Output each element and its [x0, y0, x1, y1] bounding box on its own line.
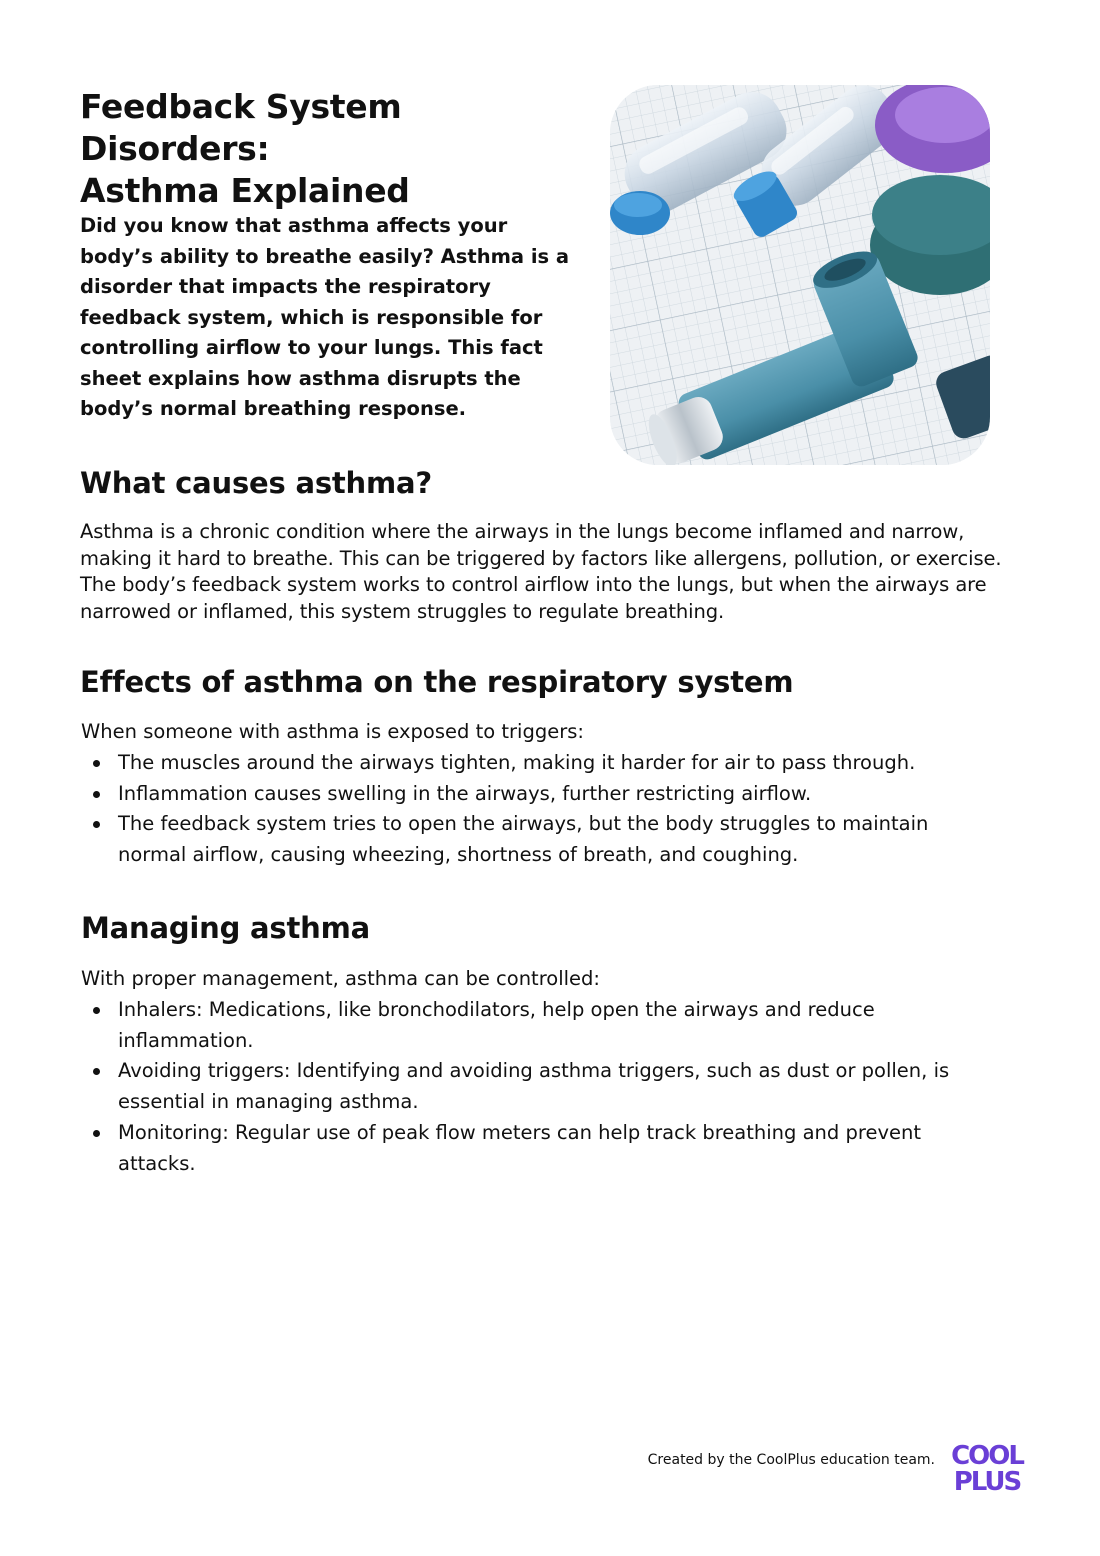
list-item: Avoiding triggers: Identifying and avoiding asthma triggers, such as dust or pollen, is essential in managing asthma.	[81, 1056, 1001, 1117]
list-item: Inhalers: Medications, like bronchodilators, help open the airways and reduce inflammation.	[81, 995, 1001, 1056]
managing-list	[81, 995, 1001, 1179]
credit-text: Created by the CoolPlus education team.	[647, 1452, 935, 1468]
intro-paragraph: Did you know that asthma affects your body’s ability to breathe easily? Asthma is a disorder that impacts the respiratory feedback system, which is responsible for controlling airflow to your lungs. This fact sheet explains how asthma disrupts the body’s normal breathing response.	[80, 214, 570, 420]
title-line-1: Feedback System Disorders:	[80, 87, 402, 168]
footer	[0, 1438, 1100, 1498]
list-item: Monitoring: Regular use of peak flow meters can help track breathing and prevent attacks.	[81, 1118, 1001, 1179]
causes-body: Asthma is a chronic condition where the airways in the lungs become inflamed and narrow, making it hard to breathe. This can be triggered by factors like allergens, pollution, or exercise. The body’s feedback system works to control airflow into the lungs, but when the airways are narrowed or inflamed, this system struggles to regulate breathing.	[80, 520, 1002, 623]
list-item: The feedback system tries to open the airways, but the body struggles to maintain normal airflow, causing wheezing, shortness of breath, and coughing.	[81, 809, 1001, 870]
page-title	[80, 86, 600, 212]
effects-list	[81, 748, 1001, 871]
title-line-2: Asthma Explained	[80, 171, 410, 210]
logo-line-2: PLUS	[953, 1467, 1021, 1496]
list-item: The muscles around the airways tighten, making it harder for air to pass through.	[81, 748, 1001, 779]
list-item: Inflammation causes swelling in the airways, further restricting airflow.	[81, 779, 1001, 810]
logo-line-1: COOL	[951, 1441, 1023, 1471]
managing-heading: Managing asthma	[81, 911, 370, 945]
effects-lead: When someone with asthma is exposed to triggers:	[81, 720, 584, 743]
managing-lead: With proper management, asthma can be controlled:	[81, 967, 600, 990]
causes-heading: What causes asthma?	[80, 466, 433, 500]
coolplus-logo	[947, 1438, 1027, 1496]
inhaler-photo	[610, 85, 990, 465]
effects-heading: Effects of asthma on the respiratory system	[80, 665, 794, 699]
